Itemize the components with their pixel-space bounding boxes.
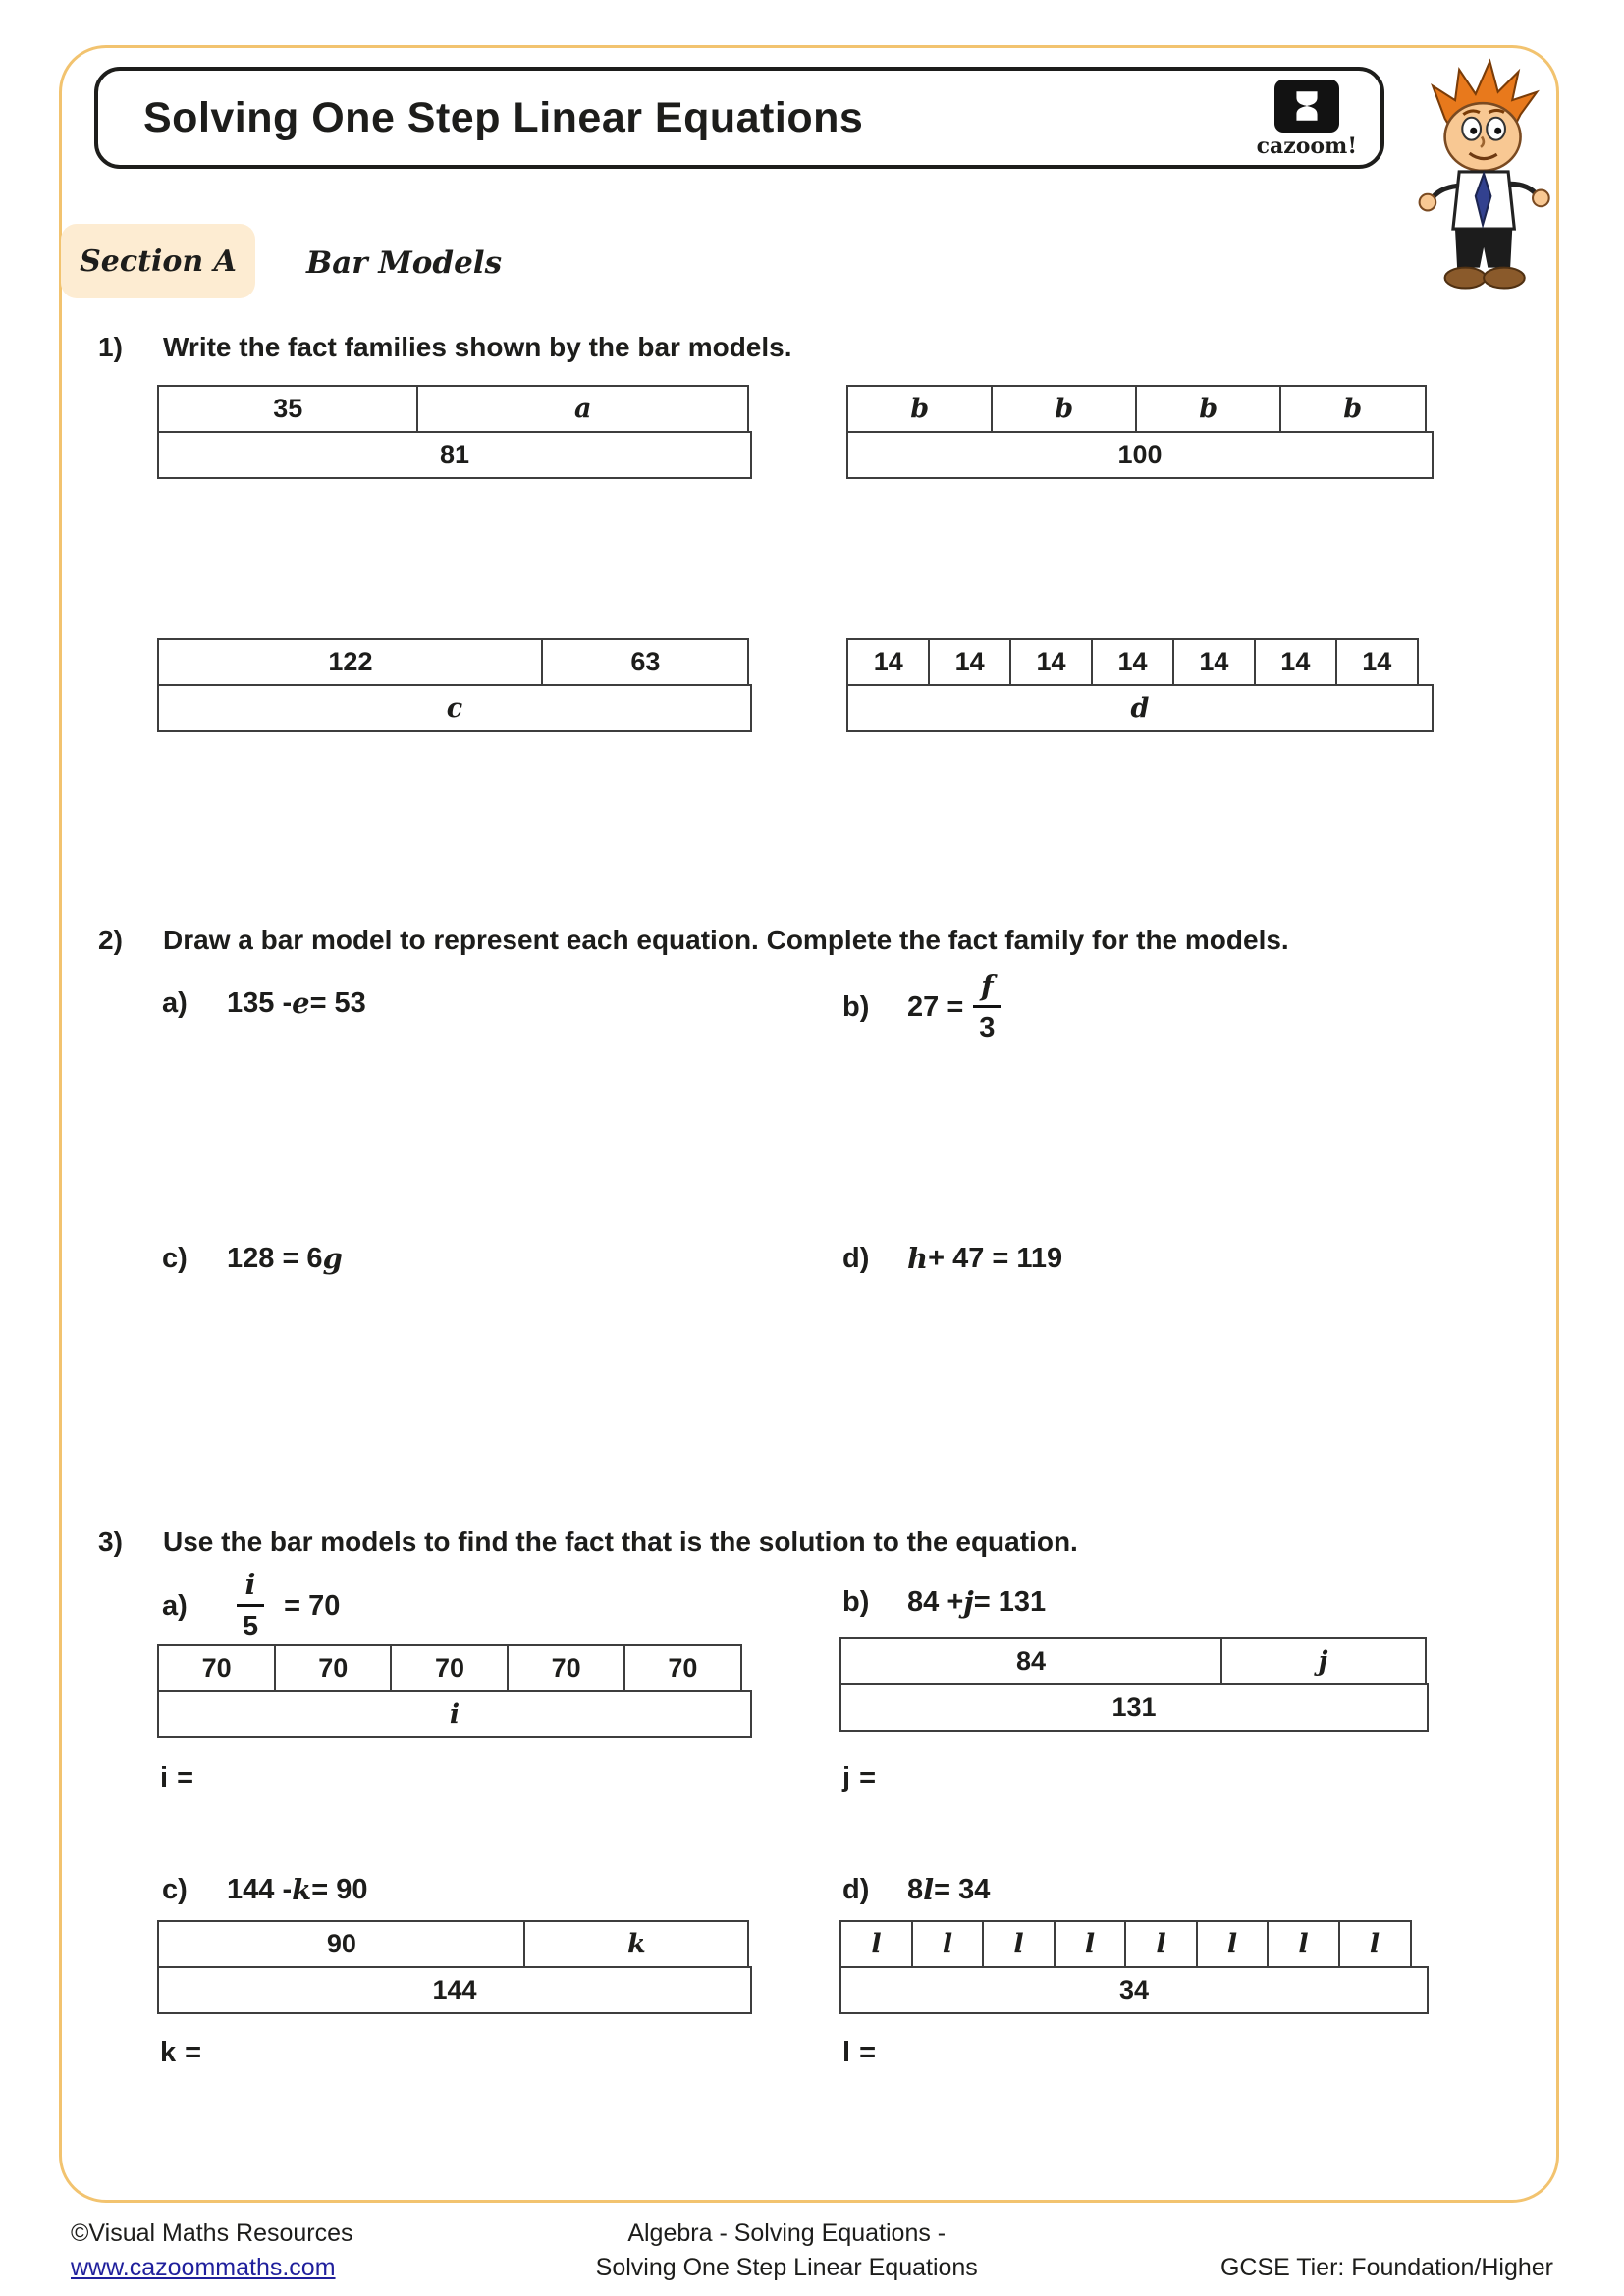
equation-text: = 131 xyxy=(973,1585,1047,1618)
fraction xyxy=(237,1568,264,1642)
q2d-label: d) xyxy=(842,1242,870,1274)
bar-cell: 70 xyxy=(274,1644,393,1692)
bar-cell: j xyxy=(1220,1637,1427,1685)
q2a-label: a) xyxy=(162,987,188,1019)
q2-header xyxy=(98,925,1289,956)
q3c-equation xyxy=(162,1873,367,1906)
bar-cell: l xyxy=(1267,1920,1340,1968)
q3-number: 3) xyxy=(98,1526,123,1557)
footer xyxy=(71,2216,1553,2285)
bar-cell: 70 xyxy=(507,1644,625,1692)
q3a-equation xyxy=(162,1568,341,1642)
q2c-equation xyxy=(162,1242,343,1275)
answer-variable: k xyxy=(160,2037,177,2068)
bar-cell: l xyxy=(911,1920,985,1968)
q3d-label: d) xyxy=(842,1873,870,1905)
bar-cell: l xyxy=(1124,1920,1198,1968)
answer-equals: = xyxy=(859,2037,876,2068)
bar-bottom-row xyxy=(846,684,1434,732)
bar-model-q3b xyxy=(839,1637,1429,1732)
hourglass-figure-icon xyxy=(1288,87,1326,125)
bar-model-q1a xyxy=(157,385,752,479)
q2b-equation xyxy=(842,969,1010,1043)
footer-tier: GCSE Tier: Foundation/Higher xyxy=(1219,2254,1553,2281)
bar-cell: i xyxy=(157,1690,752,1738)
bar-cell: 100 xyxy=(846,431,1434,479)
equation-text: 27 = xyxy=(907,990,964,1023)
q2b-label: b) xyxy=(842,990,870,1023)
bar-bottom-row xyxy=(157,431,752,479)
bar-bottom-row xyxy=(839,1683,1429,1732)
bar-cell: 70 xyxy=(157,1644,276,1692)
q1-number: 1) xyxy=(98,332,123,362)
q3d-equation xyxy=(842,1873,990,1906)
equation-variable: l xyxy=(923,1873,935,1906)
footer-website-link[interactable]: www.cazoommaths.com xyxy=(71,2254,336,2281)
q3a-answer-line xyxy=(160,1762,193,1794)
q3c-answer-line xyxy=(160,2037,201,2069)
equation-text: = 90 xyxy=(311,1873,368,1905)
mascot-pants xyxy=(1455,229,1512,268)
q3-header xyxy=(98,1526,1078,1558)
bar-cell: 81 xyxy=(157,431,752,479)
answer-variable: i xyxy=(160,1762,169,1793)
footer-topic-block xyxy=(596,2216,978,2285)
bar-top-row xyxy=(157,1920,752,1968)
bar-cell: 35 xyxy=(157,385,419,433)
q2d-equation xyxy=(842,1242,1062,1275)
bar-top-row xyxy=(846,638,1434,686)
bar-bottom-row xyxy=(157,1690,752,1738)
q3c-label: c) xyxy=(162,1873,188,1905)
q2-prompt: Draw a bar model to represent each equation. Complete the fact family for the models. xyxy=(163,925,1289,955)
bar-cell: 14 xyxy=(1254,638,1337,686)
bar-cell: 90 xyxy=(157,1920,526,1968)
equation-variable: j xyxy=(963,1585,974,1619)
bar-cell: l xyxy=(982,1920,1056,1968)
fraction-denominator: 5 xyxy=(237,1604,264,1641)
page-title: Solving One Step Linear Equations xyxy=(143,93,864,141)
bar-top-row xyxy=(157,638,752,686)
bar-cell: l xyxy=(1054,1920,1127,1968)
bar-cell: k xyxy=(523,1920,749,1968)
bar-top-row xyxy=(157,385,752,433)
answer-variable: l xyxy=(842,2037,851,2068)
footer-topic-line1: Algebra - Solving Equations - xyxy=(627,2219,947,2247)
bar-cell: 84 xyxy=(839,1637,1222,1685)
fraction-denominator: 3 xyxy=(973,1005,1001,1042)
bar-top-row xyxy=(846,385,1434,433)
bar-model-q3d xyxy=(839,1920,1429,2014)
bar-cell: a xyxy=(416,385,749,433)
bar-cell: b xyxy=(1279,385,1427,433)
bar-cell: 14 xyxy=(928,638,1011,686)
q1-header xyxy=(98,332,792,363)
bar-cell: l xyxy=(839,1920,913,1968)
q3d-answer-line xyxy=(842,2037,876,2069)
bar-cell: l xyxy=(1196,1920,1270,1968)
bar-cell: 131 xyxy=(839,1683,1429,1732)
answer-equals: = xyxy=(859,1762,876,1793)
bar-model-q3a xyxy=(157,1644,752,1738)
equation-variable: g xyxy=(322,1242,343,1275)
equation-text: 144 - xyxy=(227,1873,293,1905)
bar-cell: 70 xyxy=(623,1644,742,1692)
answer-equals: = xyxy=(185,2037,202,2068)
bar-top-row xyxy=(157,1644,752,1692)
bar-cell: 14 xyxy=(1009,638,1093,686)
bar-cell: 70 xyxy=(390,1644,509,1692)
q3-prompt: Use the bar models to find the fact that is the solution to the equation. xyxy=(163,1526,1078,1557)
q1-prompt: Write the fact families shown by the bar models. xyxy=(163,332,792,362)
section-tab xyxy=(61,224,255,298)
bar-bottom-row xyxy=(157,1966,752,2014)
bar-cell: l xyxy=(1338,1920,1412,1968)
bar-bottom-row xyxy=(846,431,1434,479)
equation-variable: k xyxy=(292,1873,312,1906)
cazoom-logo xyxy=(1257,80,1357,157)
bar-cell: 14 xyxy=(846,638,930,686)
bar-cell: b xyxy=(1135,385,1282,433)
bar-cell: 34 xyxy=(839,1966,1429,2014)
q3b-answer-line xyxy=(842,1762,876,1794)
q2a-equation xyxy=(162,987,366,1020)
bar-model-q1b xyxy=(846,385,1434,479)
equation-variable: e xyxy=(292,987,310,1020)
title-box xyxy=(94,67,1384,169)
section-label: Section A xyxy=(80,243,237,279)
bar-bottom-row xyxy=(839,1966,1429,2014)
bar-model-q1d xyxy=(846,638,1434,732)
bar-cell: 122 xyxy=(157,638,544,686)
equation-text: = 53 xyxy=(309,987,366,1019)
fraction xyxy=(973,969,1001,1043)
bar-cell: b xyxy=(991,385,1138,433)
section-title: Bar Models xyxy=(306,245,503,281)
answer-variable: j xyxy=(842,1762,851,1793)
bar-top-row xyxy=(839,1637,1429,1685)
q2-number: 2) xyxy=(98,925,123,955)
bar-model-q1c xyxy=(157,638,752,732)
q3a-label: a) xyxy=(162,1589,188,1622)
bar-cell: 63 xyxy=(541,638,749,686)
equation-text: 8 xyxy=(907,1873,924,1905)
equation-text: = 34 xyxy=(934,1873,991,1905)
bar-cell: 144 xyxy=(157,1966,752,2014)
footer-topic-line2: Solving One Step Linear Equations xyxy=(595,2254,978,2281)
footer-credit-block xyxy=(71,2216,353,2285)
equation-text: = 70 xyxy=(284,1589,341,1622)
bar-model-q3c xyxy=(157,1920,752,2014)
equation-text: + 47 = 119 xyxy=(928,1242,1063,1274)
bar-cell: 14 xyxy=(1335,638,1419,686)
q3b-label: b) xyxy=(842,1585,870,1618)
equation-text: 135 - xyxy=(227,987,293,1019)
bar-cell: b xyxy=(846,385,994,433)
bar-top-row xyxy=(839,1920,1429,1968)
bar-cell: 14 xyxy=(1091,638,1174,686)
mascot-illustration xyxy=(1382,47,1579,302)
equation-text: 128 = 6 xyxy=(227,1242,323,1274)
equation-text: 84 + xyxy=(907,1585,964,1618)
answer-equals: = xyxy=(177,1762,193,1793)
fraction-numerator: f xyxy=(981,969,994,1002)
q3b-equation xyxy=(842,1585,1046,1619)
bar-cell: 14 xyxy=(1172,638,1256,686)
bar-bottom-row xyxy=(157,684,752,732)
fraction-numerator: i xyxy=(244,1568,256,1601)
cazoom-logo-icon xyxy=(1274,80,1339,133)
bar-cell: c xyxy=(157,684,752,732)
equation-variable: h xyxy=(907,1242,929,1275)
bar-cell: d xyxy=(846,684,1434,732)
q2c-label: c) xyxy=(162,1242,188,1274)
footer-credit: ©Visual Maths Resources xyxy=(71,2219,353,2247)
cazoom-logo-text: cazoom! xyxy=(1256,133,1357,159)
